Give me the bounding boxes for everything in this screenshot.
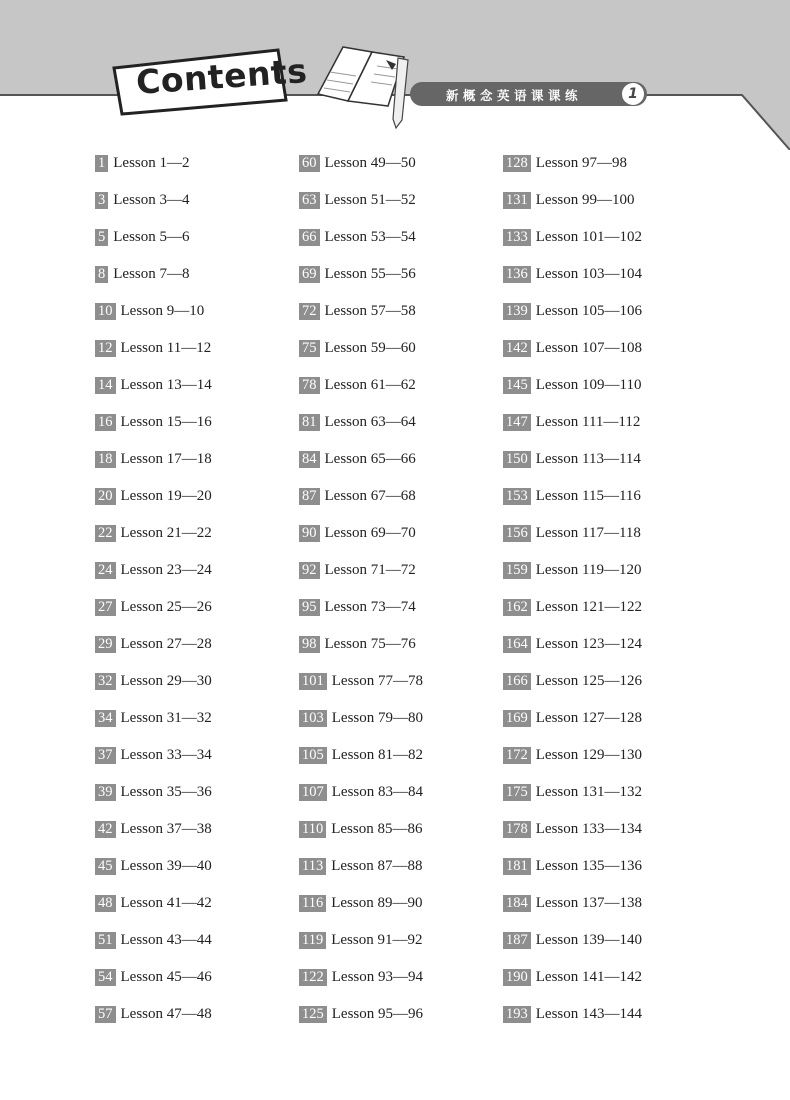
page-number-tag: 90 — [299, 525, 320, 542]
page-number-tag: 5 — [95, 229, 108, 246]
page-number-tag: 169 — [503, 710, 531, 727]
page-number-tag: 39 — [95, 784, 116, 801]
lesson-range-label: Lesson 69—70 — [324, 525, 416, 541]
toc-entry — [299, 589, 423, 626]
page-number-tag: 78 — [299, 377, 320, 394]
toc-entry — [299, 774, 423, 811]
toc-entry — [299, 256, 423, 293]
toc-entry — [299, 293, 423, 330]
toc-entry — [95, 737, 212, 774]
toc-entry — [95, 589, 212, 626]
toc-entry — [299, 922, 423, 959]
toc-entry — [299, 515, 423, 552]
page-number-tag: 18 — [95, 451, 116, 468]
lesson-range-label: Lesson 27—28 — [120, 636, 212, 652]
lesson-range-label: Lesson 5—6 — [113, 229, 190, 245]
toc-entry — [95, 552, 212, 589]
lesson-range-label: Lesson 83—84 — [331, 784, 423, 800]
page-number-tag: 142 — [503, 340, 531, 357]
page-number-tag: 128 — [503, 155, 531, 172]
lesson-range-label: Lesson 49—50 — [324, 155, 416, 171]
page-number-tag: 172 — [503, 747, 531, 764]
lesson-range-label: Lesson 139—140 — [535, 932, 642, 948]
toc-entry — [299, 996, 423, 1033]
toc-entry — [503, 885, 642, 922]
toc-entry — [299, 219, 423, 256]
page-number-tag: 81 — [299, 414, 320, 431]
lesson-range-label: Lesson 93—94 — [331, 969, 423, 985]
lesson-range-label: Lesson 65—66 — [324, 451, 416, 467]
page-number-tag: 122 — [299, 969, 327, 986]
toc-entry — [299, 737, 423, 774]
lesson-range-label: Lesson 123—124 — [535, 636, 642, 652]
lesson-range-label: Lesson 11—12 — [120, 340, 212, 356]
lesson-range-label: Lesson 129—130 — [535, 747, 642, 763]
page-number-tag: 113 — [299, 858, 326, 875]
toc-entry — [95, 182, 212, 219]
page-number-tag: 75 — [299, 340, 320, 357]
page-header — [0, 0, 790, 150]
toc-entry — [299, 663, 423, 700]
toc-entry — [503, 848, 642, 885]
page-number-tag: 178 — [503, 821, 531, 838]
lesson-range-label: Lesson 15—16 — [120, 414, 212, 430]
page-number-tag: 45 — [95, 858, 116, 875]
toc-entry — [503, 811, 642, 848]
page-number-tag: 87 — [299, 488, 320, 505]
lesson-range-label: Lesson 131—132 — [535, 784, 642, 800]
page-number-tag: 51 — [95, 932, 116, 949]
page-number-tag: 105 — [299, 747, 327, 764]
toc-column-1 — [95, 145, 212, 1033]
lesson-range-label: Lesson 21—22 — [120, 525, 212, 541]
toc-entry — [503, 330, 642, 367]
page-number-tag: 159 — [503, 562, 531, 579]
page-number-tag: 145 — [503, 377, 531, 394]
toc-column-2 — [299, 145, 423, 1033]
toc-entry — [503, 441, 642, 478]
toc-entry — [299, 330, 423, 367]
page-number-tag: 190 — [503, 969, 531, 986]
toc-entry — [503, 959, 642, 996]
toc-entry — [95, 848, 212, 885]
toc-entry — [503, 256, 642, 293]
lesson-range-label: Lesson 9—10 — [120, 303, 205, 319]
page-number-tag: 125 — [299, 1006, 327, 1023]
lesson-range-label: Lesson 71—72 — [324, 562, 416, 578]
toc-entry — [503, 663, 642, 700]
page-number-tag: 116 — [299, 895, 326, 912]
lesson-range-label: Lesson 47—48 — [120, 1006, 212, 1022]
toc-entry — [503, 996, 642, 1033]
page-number-tag: 60 — [299, 155, 320, 172]
toc-entry — [503, 700, 642, 737]
page-number-tag: 166 — [503, 673, 531, 690]
toc-entry — [503, 367, 642, 404]
lesson-range-label: Lesson 109—110 — [535, 377, 642, 393]
lesson-range-label: Lesson 33—34 — [120, 747, 212, 763]
page-number-tag: 34 — [95, 710, 116, 727]
toc-entry — [95, 626, 212, 663]
lesson-range-label: Lesson 105—106 — [535, 303, 642, 319]
lesson-range-label: Lesson 107—108 — [535, 340, 642, 356]
lesson-range-label: Lesson 111—112 — [535, 414, 641, 430]
toc-entry — [299, 885, 423, 922]
toc-entry — [503, 182, 642, 219]
toc-entry — [95, 996, 212, 1033]
lesson-range-label: Lesson 95—96 — [331, 1006, 423, 1022]
lesson-range-label: Lesson 35—36 — [120, 784, 212, 800]
toc-entry — [95, 700, 212, 737]
toc-entry — [299, 700, 423, 737]
toc-entry — [299, 367, 423, 404]
lesson-range-label: Lesson 17—18 — [120, 451, 212, 467]
lesson-range-label: Lesson 87—88 — [331, 858, 423, 874]
page-number-tag: 22 — [95, 525, 116, 542]
page-number-tag: 187 — [503, 932, 531, 949]
toc-entry — [503, 626, 642, 663]
lesson-range-label: Lesson 73—74 — [324, 599, 416, 615]
lesson-range-label: Lesson 25—26 — [120, 599, 212, 615]
page-number-tag: 181 — [503, 858, 531, 875]
lesson-range-label: Lesson 115—116 — [535, 488, 641, 504]
page-number-tag: 98 — [299, 636, 320, 653]
toc-entry — [299, 626, 423, 663]
lesson-range-label: Lesson 51—52 — [324, 192, 416, 208]
toc-entry — [95, 885, 212, 922]
lesson-range-label: Lesson 53—54 — [324, 229, 416, 245]
page-number-tag: 69 — [299, 266, 320, 283]
lesson-range-label: Lesson 143—144 — [535, 1006, 642, 1022]
page-title: Contents — [134, 51, 309, 102]
toc-entry — [95, 404, 212, 441]
lesson-range-label: Lesson 55—56 — [324, 266, 416, 282]
page-number-tag: 153 — [503, 488, 531, 505]
lesson-range-label: Lesson 3—4 — [113, 192, 190, 208]
toc-entry — [503, 774, 642, 811]
lesson-range-label: Lesson 23—24 — [120, 562, 212, 578]
page-number-tag: 27 — [95, 599, 116, 616]
toc-entry — [95, 145, 212, 182]
page-number-badge: 1 — [622, 83, 644, 105]
toc-entry — [95, 367, 212, 404]
lesson-range-label: Lesson 79—80 — [331, 710, 423, 726]
toc-entry — [95, 330, 212, 367]
toc-entry — [299, 404, 423, 441]
page-number-tag: 193 — [503, 1006, 531, 1023]
toc-entry — [503, 552, 642, 589]
page-number-tag: 42 — [95, 821, 116, 838]
toc-entry — [503, 737, 642, 774]
toc-entry — [95, 441, 212, 478]
toc-entry — [95, 478, 212, 515]
toc-entry — [503, 478, 642, 515]
page-number-tag: 20 — [95, 488, 116, 505]
page-number-tag: 37 — [95, 747, 116, 764]
lesson-range-label: Lesson 133—134 — [535, 821, 642, 837]
page-number-tag: 54 — [95, 969, 116, 986]
page-number-tag: 147 — [503, 414, 531, 431]
page-number-tag: 16 — [95, 414, 116, 431]
page-number-tag: 175 — [503, 784, 531, 801]
lesson-range-label: Lesson 137—138 — [535, 895, 642, 911]
lesson-range-label: Lesson 91—92 — [331, 932, 423, 948]
page-number-tag: 63 — [299, 192, 320, 209]
lesson-range-label: Lesson 1—2 — [113, 155, 190, 171]
lesson-range-label: Lesson 97—98 — [535, 155, 627, 171]
toc-entry — [299, 811, 423, 848]
page-number-tag: 48 — [95, 895, 116, 912]
page-number-tag: 32 — [95, 673, 116, 690]
lesson-range-label: Lesson 67—68 — [324, 488, 416, 504]
lesson-range-label: Lesson 103—104 — [535, 266, 642, 282]
lesson-range-label: Lesson 43—44 — [120, 932, 212, 948]
page-number-tag: 3 — [95, 192, 108, 209]
toc-entry — [299, 848, 423, 885]
lesson-range-label: Lesson 101—102 — [535, 229, 642, 245]
page-number-tag: 72 — [299, 303, 320, 320]
page-number-tag: 10 — [95, 303, 116, 320]
toc-column-3 — [503, 145, 642, 1033]
lesson-range-label: Lesson 113—114 — [535, 451, 641, 467]
lesson-range-label: Lesson 85—86 — [331, 821, 423, 837]
toc-entry — [95, 663, 212, 700]
lesson-range-label: Lesson 31—32 — [120, 710, 212, 726]
lesson-range-label: Lesson 57—58 — [324, 303, 416, 319]
page-number-tag: 136 — [503, 266, 531, 283]
page-number-tag: 119 — [299, 932, 326, 949]
toc-entry — [299, 441, 423, 478]
toc-entry — [95, 774, 212, 811]
toc-entry — [503, 922, 642, 959]
page-number-tag: 12 — [95, 340, 116, 357]
page-number-tag: 84 — [299, 451, 320, 468]
book-series-title: 新概念英语课课练 — [446, 88, 583, 103]
lesson-range-label: Lesson 119—120 — [535, 562, 642, 578]
lesson-range-label: Lesson 135—136 — [535, 858, 642, 874]
toc-entry — [95, 922, 212, 959]
lesson-range-label: Lesson 63—64 — [324, 414, 416, 430]
page-number-tag: 139 — [503, 303, 531, 320]
lesson-range-label: Lesson 127—128 — [535, 710, 642, 726]
toc-entry — [299, 478, 423, 515]
page-number-tag: 103 — [299, 710, 327, 727]
lesson-range-label: Lesson 29—30 — [120, 673, 212, 689]
toc-entry — [95, 219, 212, 256]
toc-entry — [503, 219, 642, 256]
page-number-tag: 29 — [95, 636, 116, 653]
lesson-range-label: Lesson 41—42 — [120, 895, 212, 911]
lesson-range-label: Lesson 77—78 — [331, 673, 423, 689]
toc-entry — [503, 515, 642, 552]
page-number-tag: 156 — [503, 525, 531, 542]
page-number-tag: 150 — [503, 451, 531, 468]
lesson-range-label: Lesson 13—14 — [120, 377, 212, 393]
toc-entry — [503, 589, 642, 626]
toc-entry — [95, 959, 212, 996]
toc-entry — [503, 404, 642, 441]
toc-entry — [299, 959, 423, 996]
toc-entry — [95, 515, 212, 552]
lesson-range-label: Lesson 37—38 — [120, 821, 212, 837]
page-number-tag: 131 — [503, 192, 531, 209]
page-number-tag: 110 — [299, 821, 326, 838]
lesson-range-label: Lesson 117—118 — [535, 525, 641, 541]
page-number-tag: 66 — [299, 229, 320, 246]
lesson-range-label: Lesson 99—100 — [535, 192, 635, 208]
page-number-tag: 184 — [503, 895, 531, 912]
toc-entry — [299, 145, 423, 182]
lesson-range-label: Lesson 121—122 — [535, 599, 642, 615]
lesson-range-label: Lesson 75—76 — [324, 636, 416, 652]
page-number-tag: 92 — [299, 562, 320, 579]
toc-entry — [299, 182, 423, 219]
page-number-tag: 24 — [95, 562, 116, 579]
lesson-range-label: Lesson 7—8 — [113, 266, 190, 282]
toc-entry — [95, 293, 212, 330]
lesson-range-label: Lesson 59—60 — [324, 340, 416, 356]
page-number-tag: 162 — [503, 599, 531, 616]
page-number-tag: 8 — [95, 266, 108, 283]
lesson-range-label: Lesson 61—62 — [324, 377, 416, 393]
header-background — [0, 0, 790, 150]
toc-entry — [95, 256, 212, 293]
page-number-tag: 1 — [95, 155, 108, 172]
lesson-range-label: Lesson 45—46 — [120, 969, 212, 985]
page-number-tag: 57 — [95, 1006, 116, 1023]
lesson-range-label: Lesson 39—40 — [120, 858, 212, 874]
page-number-tag: 107 — [299, 784, 327, 801]
page-number-tag: 164 — [503, 636, 531, 653]
toc-entry — [95, 811, 212, 848]
lesson-range-label: Lesson 89—90 — [331, 895, 423, 911]
page-number-tag: 14 — [95, 377, 116, 394]
toc-entry — [503, 293, 642, 330]
page-number-tag: 95 — [299, 599, 320, 616]
lesson-range-label: Lesson 81—82 — [331, 747, 423, 763]
page-number-tag: 133 — [503, 229, 531, 246]
page-number-tag: 101 — [299, 673, 327, 690]
lesson-range-label: Lesson 19—20 — [120, 488, 212, 504]
lesson-range-label: Lesson 141—142 — [535, 969, 642, 985]
toc-entry — [503, 145, 642, 182]
toc-entry — [299, 552, 423, 589]
lesson-range-label: Lesson 125—126 — [535, 673, 642, 689]
